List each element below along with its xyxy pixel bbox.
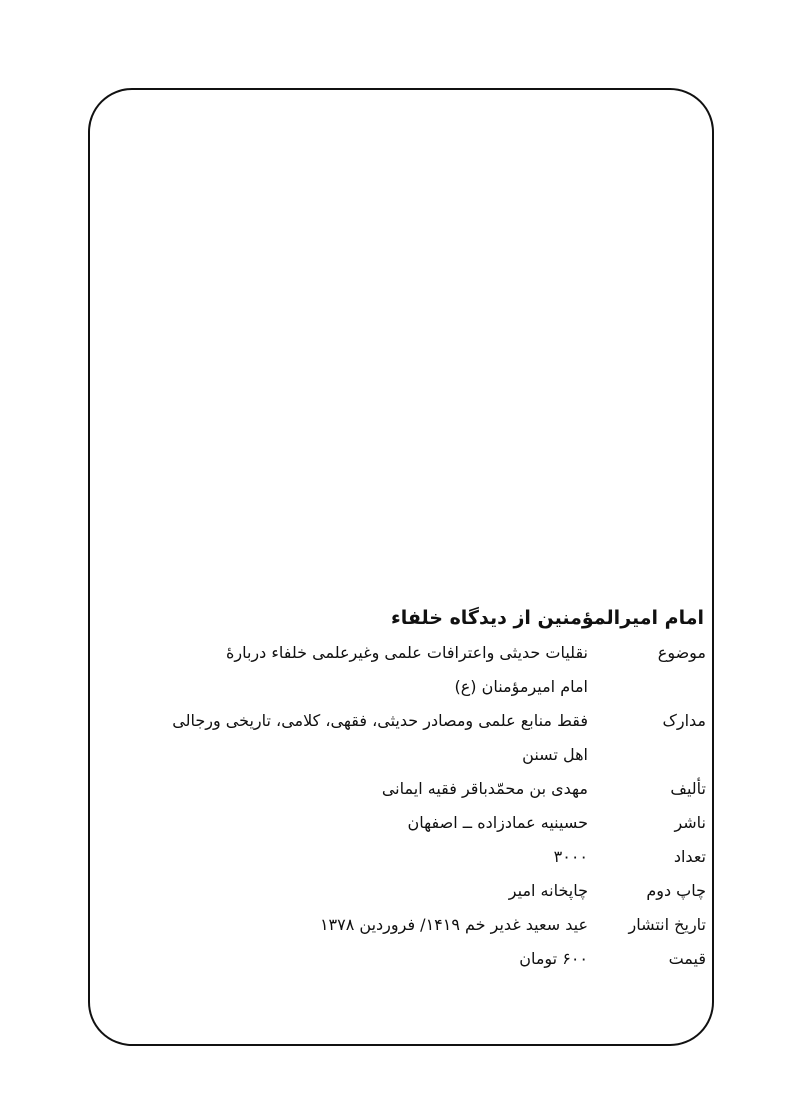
sources-value-line-1: فقط منابع علمی ومصادر حدیثی، فقهی، کلامی، تاریخی ورجالی xyxy=(172,711,588,730)
publication-date-value: عید سعید غدیر خم ۱۴۱۹/ فروردین ۱۳۷۸ xyxy=(319,915,588,934)
edition-row xyxy=(96,874,706,908)
colophon-block xyxy=(96,600,706,976)
publication-date-row xyxy=(96,908,706,942)
print-run-row xyxy=(96,840,706,874)
publisher-value: حسینیه عمادزاده ــ اصفهان xyxy=(407,813,588,832)
sources-row xyxy=(96,704,706,772)
edition-value: چاپخانه امیر xyxy=(508,881,588,900)
book-title: امام امیرالمؤمنین از دیدگاه خلفاء xyxy=(391,607,704,629)
sources-value xyxy=(96,704,594,772)
subject-label: موضوع xyxy=(657,643,706,662)
publisher-label: ناشر xyxy=(674,813,706,832)
edition-label: چاپ دوم xyxy=(646,881,706,900)
publication-date-label: تاریخ انتشار xyxy=(628,915,706,934)
publisher-row xyxy=(96,806,706,840)
sources-label: مدارک xyxy=(662,711,706,730)
subject-value xyxy=(96,636,594,704)
price-label: قیمت xyxy=(668,949,706,968)
print-run-label: تعداد xyxy=(673,847,706,866)
sources-value-line-2: اهل تسنن xyxy=(522,745,588,764)
print-run-value: ۳۰۰۰ xyxy=(553,847,588,866)
author-row xyxy=(96,772,706,806)
price-row xyxy=(96,942,706,976)
subject-value-line-1: نقلیات حدیثی واعترافات علمی وغیرعلمی خلفاء دربارهٔ xyxy=(225,643,588,662)
price-value: ۶۰۰ تومان xyxy=(519,949,588,968)
subject-row xyxy=(96,636,706,704)
author-label: تألیف xyxy=(670,779,706,798)
author-value: مهدی بن محمّدباقر فقیه ایمانی xyxy=(381,779,588,798)
subject-value-line-2: امام امیرمؤمنان (ع) xyxy=(454,677,588,696)
